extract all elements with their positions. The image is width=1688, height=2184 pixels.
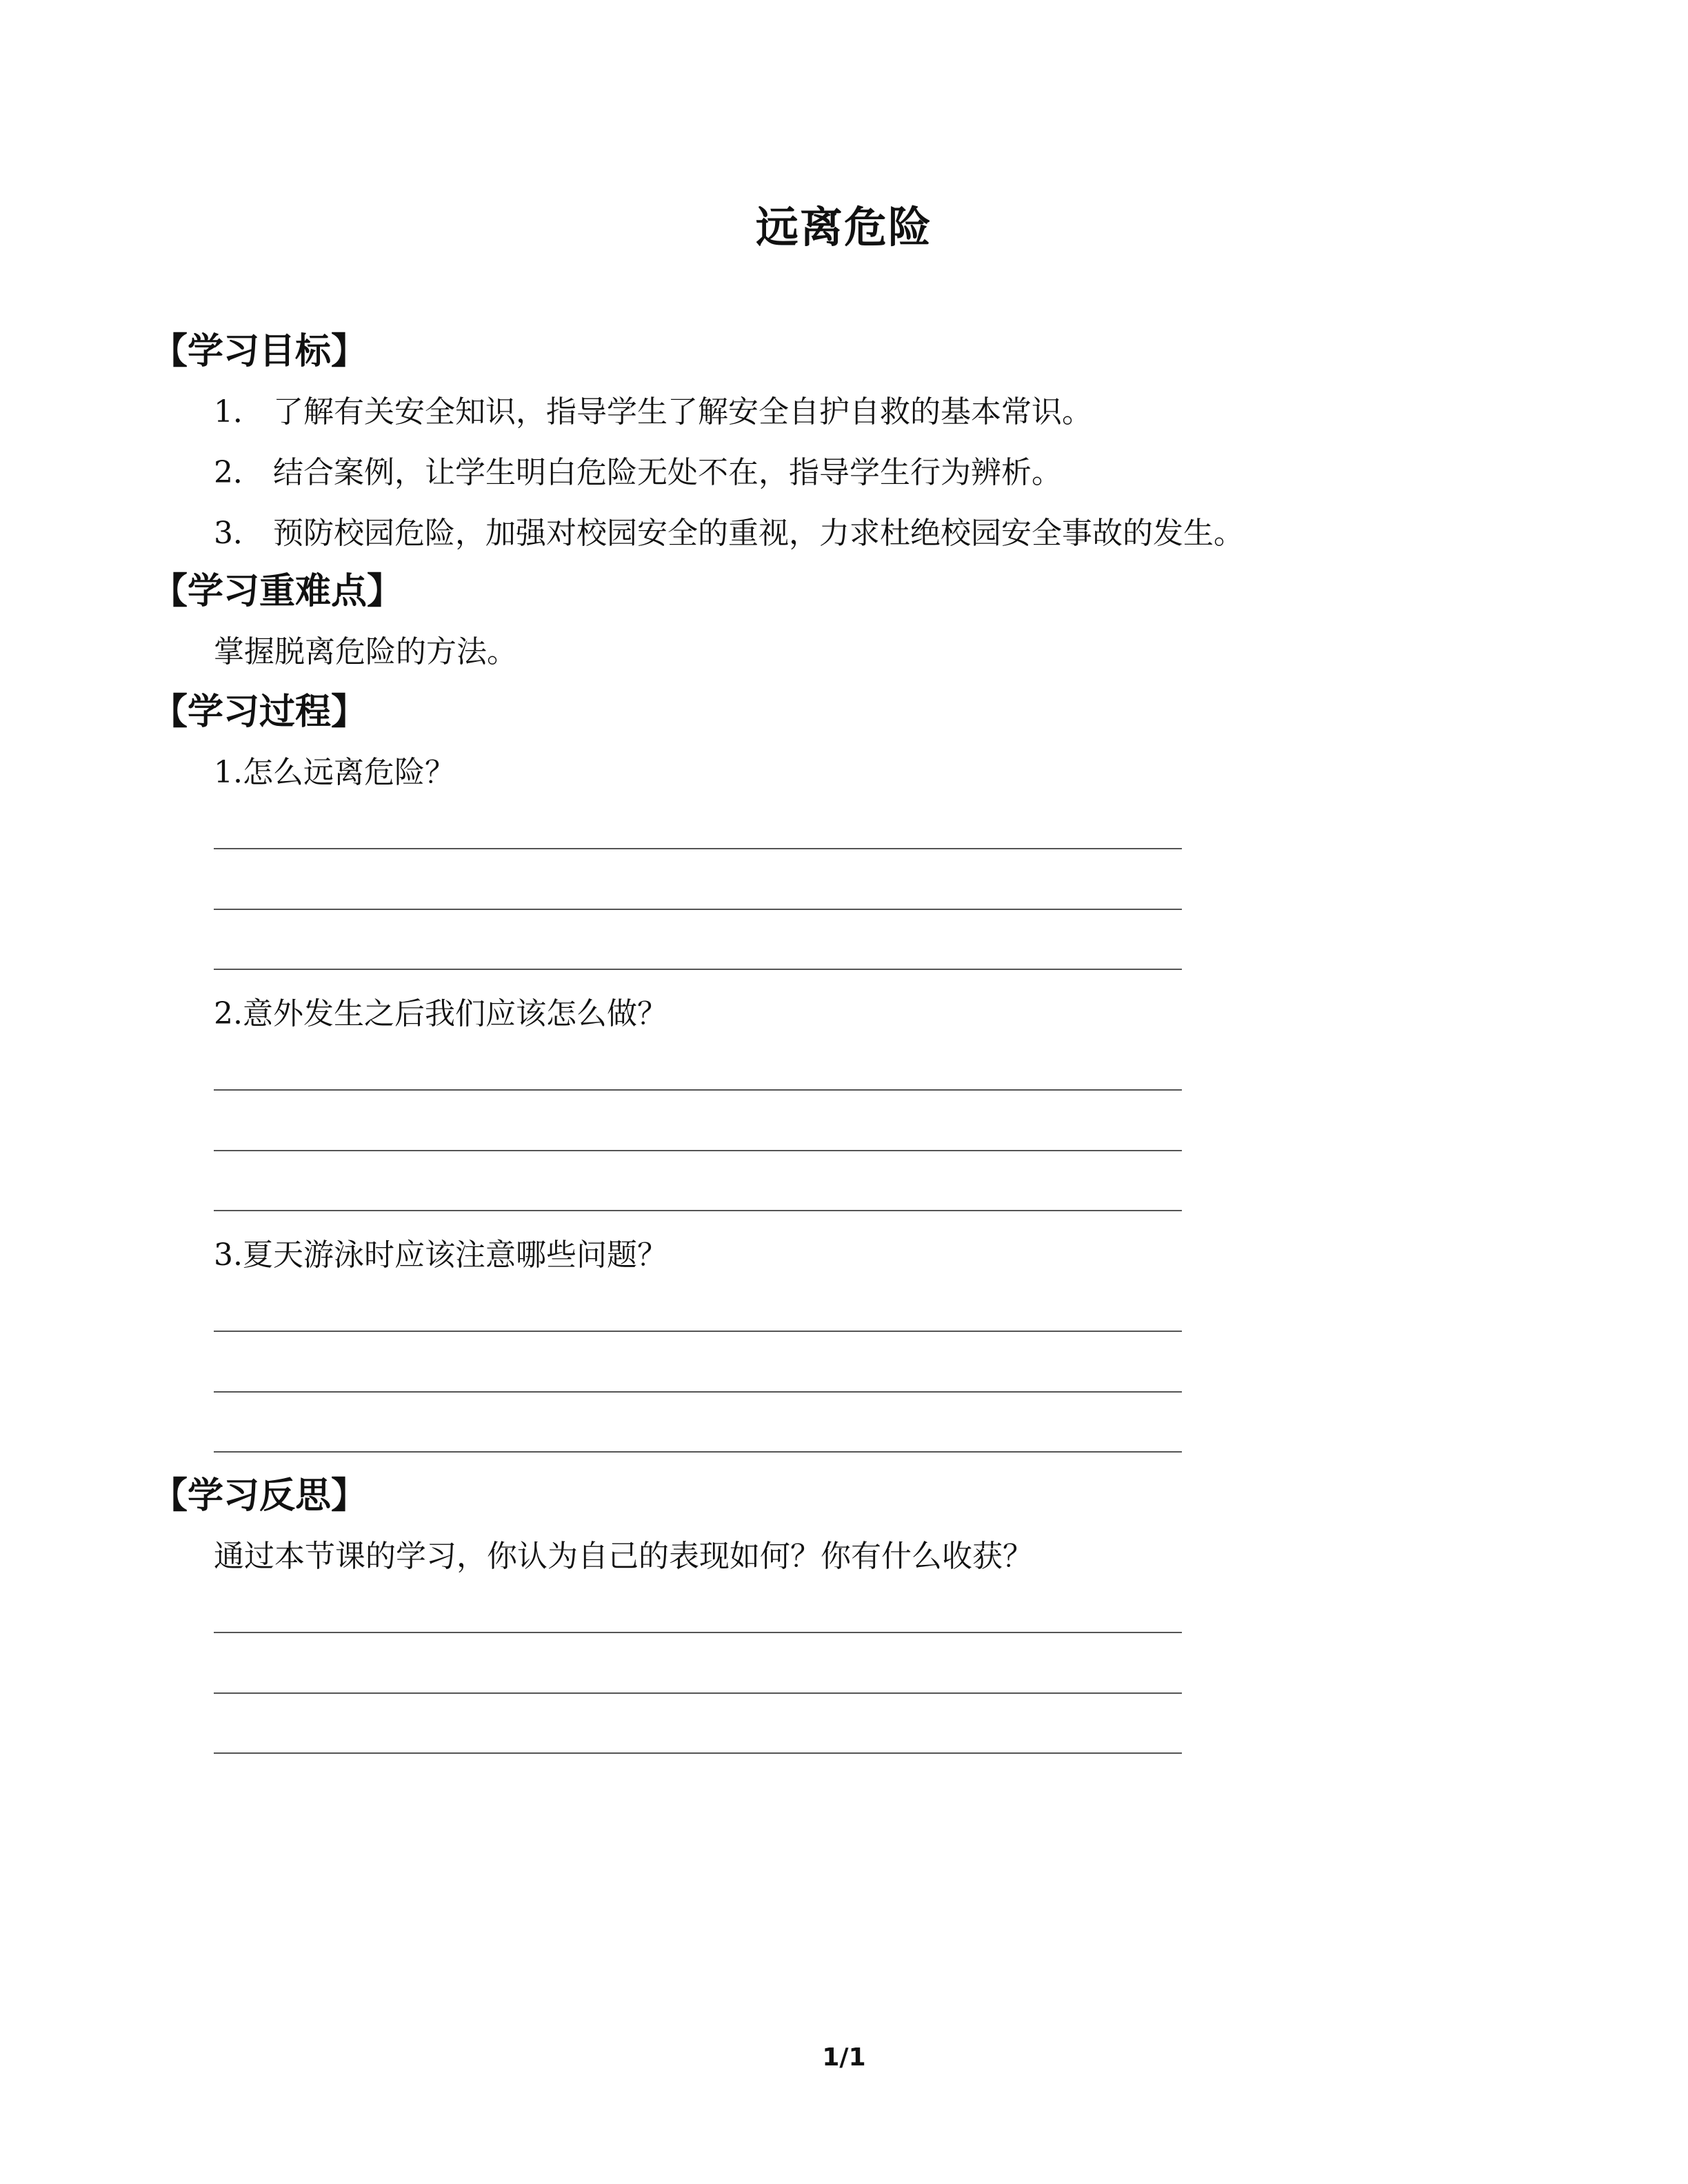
reflection-prompt: 通过本节课的学习，你认为自己的表现如何？你有什么收获？ — [214, 1539, 1033, 1574]
answer-line[interactable] — [214, 1210, 1182, 1211]
heading-objectives: 【学习目标】 — [152, 331, 368, 372]
answer-line[interactable] — [214, 848, 1182, 849]
objective-text: 了解有关安全知识，指导学生了解安全自护自救的基本常识。 — [273, 394, 1092, 429]
page-number: 1/1 — [822, 2043, 866, 2072]
objective-number: 3． — [214, 516, 263, 551]
answer-line[interactable] — [214, 1391, 1182, 1393]
objective-item-2 — [214, 452, 1062, 494]
answer-line[interactable] — [214, 1632, 1182, 1633]
question-3: 3.夏天游泳时应该注意哪些问题？ — [214, 1237, 667, 1273]
objective-number: 2． — [214, 455, 263, 490]
answer-line[interactable] — [214, 1752, 1182, 1754]
heading-key-points: 【学习重难点】 — [152, 571, 403, 612]
answer-line[interactable] — [214, 1451, 1182, 1453]
objective-text: 结合案例，让学生明白危险无处不在，指导学生行为辨析。 — [273, 455, 1062, 490]
answer-line[interactable] — [214, 1150, 1182, 1151]
question-2: 2.意外发生之后我们应该怎么做？ — [214, 996, 667, 1031]
answer-line[interactable] — [214, 1692, 1182, 1694]
answer-line[interactable] — [214, 1331, 1182, 1332]
key-points-text: 掌握脱离危险的方法。 — [214, 634, 517, 669]
page-title: 远离危险 — [755, 202, 932, 252]
heading-reflection: 【学习反思】 — [152, 1475, 368, 1517]
heading-process: 【学习过程】 — [152, 691, 368, 733]
objective-item-1 — [214, 392, 1092, 433]
objective-text: 预防校园危险，加强对校园安全的重视，力求杜绝校园安全事故的发生。 — [273, 516, 1244, 551]
answer-line[interactable] — [214, 969, 1182, 970]
objective-item-3 — [214, 513, 1244, 554]
objective-number: 1． — [214, 394, 263, 429]
answer-line[interactable] — [214, 1089, 1182, 1091]
question-1: 1.怎么远离危险？ — [214, 755, 455, 790]
answer-line[interactable] — [214, 909, 1182, 910]
